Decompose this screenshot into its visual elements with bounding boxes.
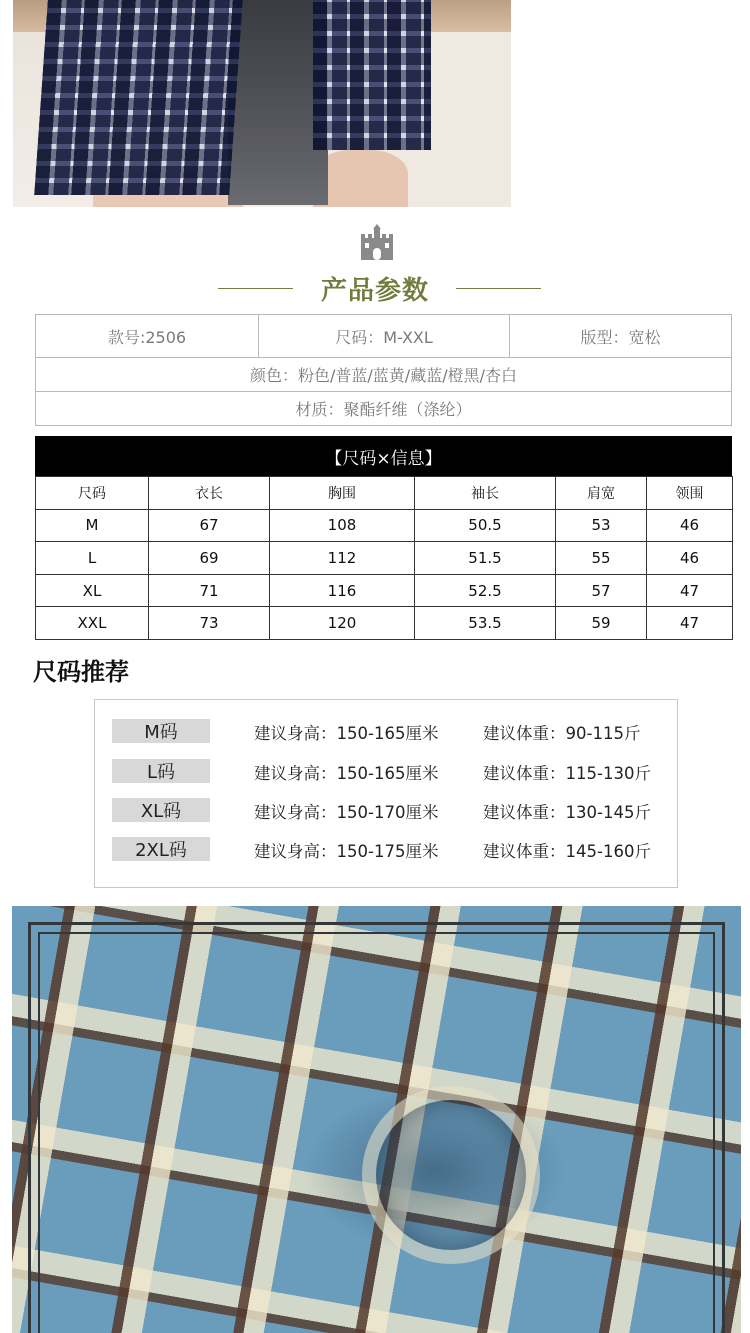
cell-size: L bbox=[36, 542, 149, 575]
fit-type: 版型：宽松 bbox=[580, 327, 661, 347]
table-row bbox=[36, 574, 733, 607]
castle-icon bbox=[359, 224, 395, 260]
cell-length: 73 bbox=[149, 607, 270, 640]
size-tag: XL码 bbox=[112, 798, 210, 822]
style-number: 款号:2506 bbox=[36, 315, 259, 357]
size-recommend-box bbox=[94, 699, 678, 888]
suggested-weight: 建议体重：90-115斤 bbox=[483, 724, 641, 743]
size-range: 尺码：M-XXL bbox=[259, 315, 510, 357]
list-item bbox=[95, 835, 677, 863]
cell-length: 67 bbox=[149, 509, 270, 542]
header-shoulder: 肩宽 bbox=[556, 477, 647, 510]
suggested-height: 建议身高：150-175厘米 bbox=[254, 842, 439, 861]
cell-chest: 108 bbox=[270, 509, 415, 542]
list-item bbox=[95, 757, 677, 785]
fabric-detail-photo bbox=[12, 906, 741, 1333]
size-recommend-title: 尺码推荐 bbox=[33, 658, 129, 686]
cell-size: M bbox=[36, 509, 149, 542]
list-item bbox=[95, 717, 677, 745]
cell-collar: 46 bbox=[647, 509, 733, 542]
size-table-header-row bbox=[36, 477, 733, 510]
suggested-weight: 建议体重：145-160斤 bbox=[483, 842, 651, 861]
material: 材质：聚酯纤维（涤纶） bbox=[295, 399, 472, 419]
cell-sleeve: 53.5 bbox=[415, 607, 556, 640]
size-table-banner: 【尺码×信息】 bbox=[35, 436, 732, 476]
cell-shoulder: 57 bbox=[556, 574, 647, 607]
suggested-height: 建议身高：150-165厘米 bbox=[254, 764, 439, 783]
cell-shoulder: 55 bbox=[556, 542, 647, 575]
cell-sleeve: 50.5 bbox=[415, 509, 556, 542]
color-options: 颜色：粉色/普蓝/蓝黄/藏蓝/橙黑/杏白 bbox=[250, 365, 517, 385]
header-sleeve: 袖长 bbox=[415, 477, 556, 510]
cell-chest: 112 bbox=[270, 542, 415, 575]
cell-size: XXL bbox=[36, 607, 149, 640]
table-row bbox=[36, 509, 733, 542]
cell-collar: 47 bbox=[647, 574, 733, 607]
table-row bbox=[36, 607, 733, 640]
cell-chest: 116 bbox=[270, 574, 415, 607]
list-item bbox=[95, 796, 677, 824]
cell-shoulder: 53 bbox=[556, 509, 647, 542]
cell-chest: 120 bbox=[270, 607, 415, 640]
product-params-table bbox=[35, 314, 732, 426]
cell-length: 69 bbox=[149, 542, 270, 575]
section-title: 产品参数 bbox=[320, 276, 429, 306]
cell-shoulder: 59 bbox=[556, 607, 647, 640]
cell-size: XL bbox=[36, 574, 149, 607]
cell-collar: 46 bbox=[647, 542, 733, 575]
size-tag: 2XL码 bbox=[112, 837, 210, 861]
cell-sleeve: 52.5 bbox=[415, 574, 556, 607]
header-chest: 胸围 bbox=[270, 477, 415, 510]
suggested-weight: 建议体重：130-145斤 bbox=[483, 803, 651, 822]
table-row bbox=[36, 542, 733, 575]
size-tag: M码 bbox=[112, 719, 210, 743]
cell-collar: 47 bbox=[647, 607, 733, 640]
header-collar: 领围 bbox=[647, 477, 733, 510]
header-length: 衣长 bbox=[149, 477, 270, 510]
suggested-weight: 建议体重：115-130斤 bbox=[483, 764, 651, 783]
size-table bbox=[35, 476, 733, 640]
size-tag: L码 bbox=[112, 759, 210, 783]
suggested-height: 建议身高：150-165厘米 bbox=[254, 724, 439, 743]
cell-length: 71 bbox=[149, 574, 270, 607]
heading-rule-right bbox=[456, 288, 541, 289]
header-size: 尺码 bbox=[36, 477, 149, 510]
heading-rule-left bbox=[218, 288, 293, 289]
cell-sleeve: 51.5 bbox=[415, 542, 556, 575]
suggested-height: 建议身高：150-170厘米 bbox=[254, 803, 439, 822]
model-photo bbox=[13, 0, 511, 207]
